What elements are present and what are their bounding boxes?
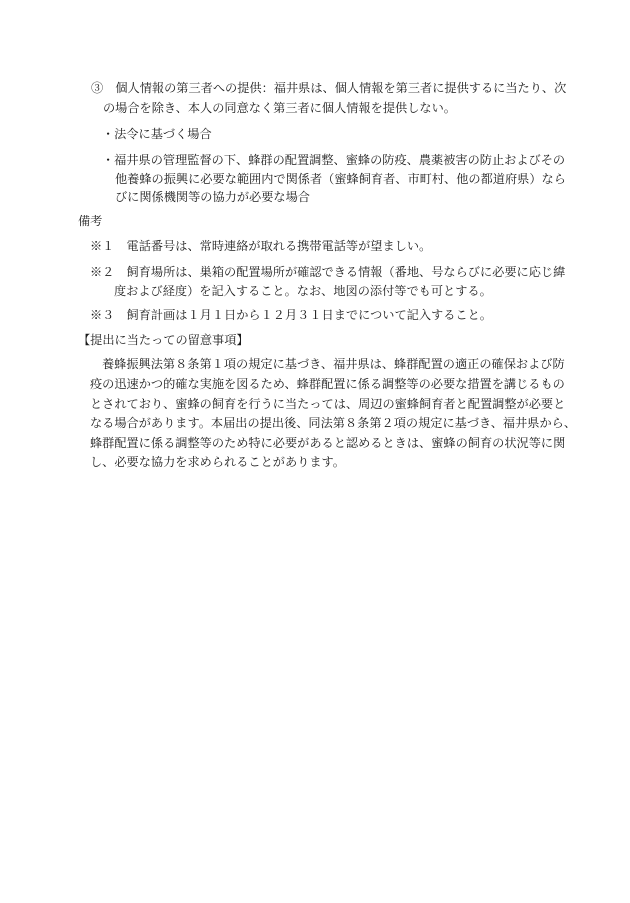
submission-para-line2: 疫の迅速かつ的確な実施を図るため、蜂群配置に係る調整等の必要な措置を講じるもの [90, 377, 565, 391]
submission-para-line1: 養蜂振興法第８条第１項の規定に基づき、福井県は、蜂群配置の適正の確保および防 [102, 357, 565, 371]
remark-note-2-line2: 度および経度）を記入すること。なお、地図の添付等でも可とする。 [114, 284, 492, 298]
submission-para-line3: とされており、蜜蜂の飼育を行うに当たっては、周辺の蜜蜂飼育者と配置調整が必要と [90, 397, 566, 411]
exception-bullet-1: ・法令に基づく場合 [102, 127, 212, 141]
submission-para-line5: 蜂群配置に係る調整等のため特に必要があると認めるときは、蜜蜂の飼育の状況等に関 [90, 436, 566, 450]
remarks-heading: 備考 [78, 214, 103, 228]
submission-notes-heading: 【提出に当たっての留意事項】 [78, 333, 249, 347]
item3-line2: の場合を除き、本人の同意なく第三者に個人情報を提供しない。 [103, 101, 456, 115]
exception-bullet-2-line3: びに関係機関等の協力が必要な場合 [115, 190, 310, 204]
exception-bullet-2-line1: ・福井県の管理監督の下、蜂群の配置調整、蜜蜂の防疫、農薬被害の防止およびその [102, 153, 566, 167]
submission-para-line6: し、必要な協力を求められることがあります。 [90, 455, 345, 469]
remark-note-2-line1: ※２ 飼育場所は、巣箱の配置場所が確認できる情報（番地、号ならびに必要に応じ緯 [90, 265, 566, 279]
submission-para-line4: なる場合があります。本届出の提出後、同法第８条第２項の規定に基づき、福井県から、 [90, 416, 577, 430]
remark-note-1: ※１ 電話番号は、常時連絡が取れる携帯電話等が望ましい。 [90, 239, 432, 253]
remark-note-3: ※３ 飼育計画は１月１日から１２月３１日までについて記入すること。 [90, 308, 492, 322]
item3-line1: ③ 個人情報の第三者への提供：福井県は、個人情報を第三者に提供するに当たり、次 [91, 81, 567, 95]
exception-bullet-2-line2: 他養蜂の振興に必要な範囲内で関係者（蜜蜂飼育者、市町村、他の都道府県）なら [115, 172, 566, 186]
